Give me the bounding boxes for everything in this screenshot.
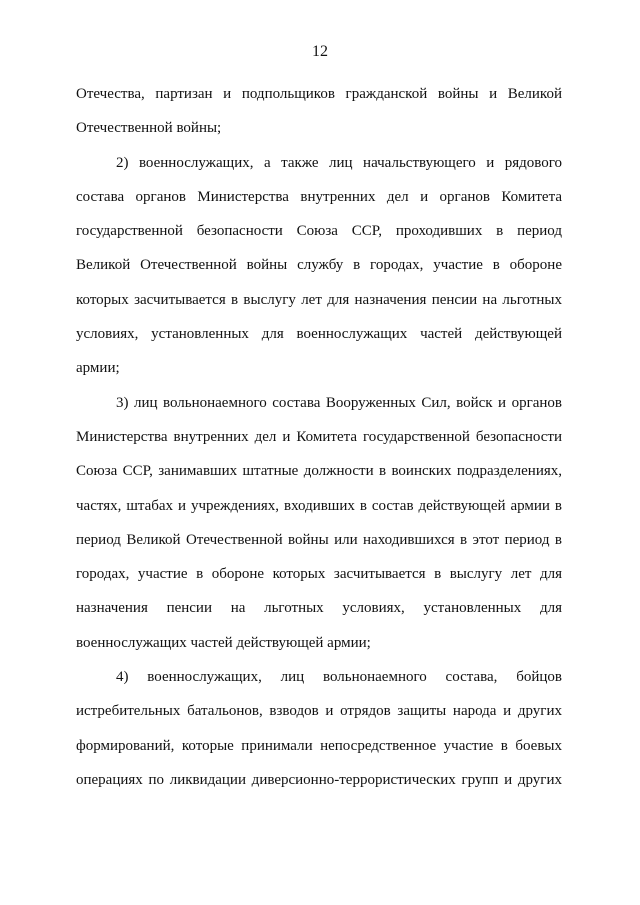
text-line: условиях, установленных для военнослужащих частей действующей [76, 326, 562, 343]
page-number: 12 [312, 43, 328, 60]
text-line: 4) военнослужащих, лиц вольнонаемного состава, бойцов [116, 669, 562, 686]
text-line: военнослужащих частей действующей армии; [76, 634, 371, 651]
text-line: частях, штабах и учреждениях, входивших в состав действующей армии в [76, 497, 562, 514]
text-line: назначения пенсии на льготных условиях, установленных для [76, 600, 562, 617]
paragraph-item-2 [76, 146, 562, 386]
text-line: Союза ССР, занимавших штатные должности в воинских подразделениях, [76, 463, 562, 480]
text-line: истребительных батальонов, взводов и отрядов защиты народа и других [76, 703, 562, 720]
paragraph-continuation [76, 77, 562, 146]
text-line: городах, участие в обороне которых засчитывается в выслугу лет для [76, 566, 562, 583]
paragraph-item-3 [76, 386, 562, 660]
paragraph-item-4 [76, 660, 562, 797]
text-line: операциях по ликвидации диверсионно-террористических групп и других [76, 771, 562, 788]
document-body [76, 77, 562, 797]
text-line: 2) военнослужащих, а также лиц начальствующего и рядового [116, 154, 562, 171]
text-line: формирований, которые принимали непосредственное участие в боевых [76, 737, 562, 754]
text-line: Министерства внутренних дел и Комитета государственной безопасности [76, 428, 562, 445]
text-line: период Великой Отечественной войны или находившихся в этот период в [76, 531, 562, 548]
text-line: которых засчитывается в выслугу лет для назначения пенсии на льготных [76, 291, 562, 308]
text-line: 3) лиц вольнонаемного состава Вооруженных Сил, войск и органов [116, 394, 562, 411]
text-line: армии; [76, 360, 120, 377]
text-line: Отечественной войны; [76, 120, 222, 137]
text-line: государственной безопасности Союза ССР, проходивших в период [76, 223, 562, 240]
text-line: Отечества, партизан и подпольщиков гражданской войны и Великой [76, 86, 562, 102]
text-line: Великой Отечественной войны службу в городах, участие в обороне [76, 257, 562, 274]
text-line: состава органов Министерства внутренних дел и органов Комитета [76, 188, 562, 205]
